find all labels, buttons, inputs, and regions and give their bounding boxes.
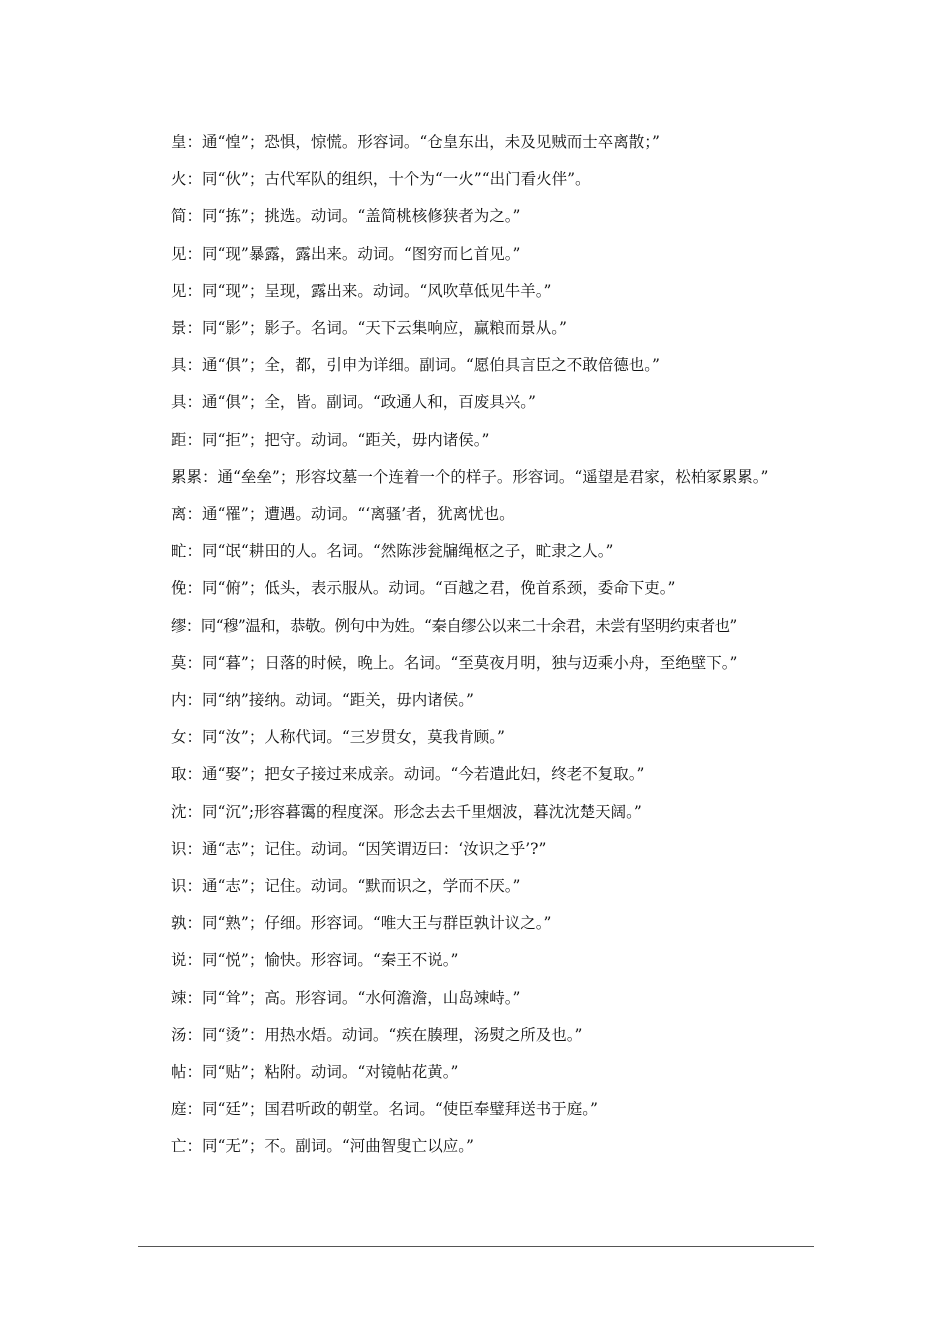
list-item: 具：通“俱”；全，都，引申为详细。副词。“愿伯具言臣之不敢倍德也。” — [171, 356, 660, 375]
list-item: 内：同“纳”接纳。动词。“距关，毋内诸侯。” — [171, 691, 474, 710]
list-item: 缪：同“穆”温和，恭敬。例句中为姓。“秦自缪公以来二十余君，未尝有坚明约束者也” — [171, 616, 737, 635]
footer-divider — [138, 1246, 814, 1247]
list-item: 汤：同“烫”：用热水焐。动词。“疾在腠理，汤熨之所及也。” — [171, 1025, 583, 1044]
list-item: 识：通“志”；记住。动词。“因笑谓迈曰：‘汝识之乎’?” — [171, 839, 547, 858]
list-item: 简：同“拣”；挑选。动词。“盖简桃核修狭者为之。” — [171, 207, 521, 226]
list-item: 累累：通“垒垒”；形容坟墓一个连着一个的样子。形容词。“遥望是君家，松柏冢累累。” — [171, 467, 769, 486]
list-item: 皇：通“惶”；恐惧，惊慌。形容词。“仓皇东出，未及见贼而士卒离散；” — [171, 133, 660, 151]
list-item: 沈：同“沉”;形容暮霭的程度深。形念去去千里烟波，暮沈沈楚天阔。” — [171, 802, 642, 821]
list-item: 火：同“伙”；古代军队的组织，十个为“一火”“出门看火伴”。 — [171, 170, 591, 189]
list-item: 莫：同“暮”；日落的时候，晚上。名词。“至莫夜月明，独与迈乘小舟，至绝壁下。” — [171, 653, 738, 672]
list-item: 说：同“悦”；愉快。形容词。“秦王不说。” — [171, 951, 459, 970]
list-item: 竦：同“耸”；高。形容词。“水何澹澹，山岛竦峙。” — [171, 988, 521, 1007]
list-item: 亡：同“无”；不。副词。“河曲智叟亡以应。” — [171, 1137, 474, 1156]
list-item: 见：同“现”；呈现，露出来。动词。“风吹草低见牛羊。” — [171, 281, 552, 300]
list-item: 具：通“俱”；全，皆。副词。“政通人和，百废具兴。” — [171, 393, 536, 412]
tongjiazi-list — [138, 124, 818, 1166]
list-item: 距：同“拒”；把守。动词。“距关，毋内诸侯。” — [171, 430, 490, 449]
list-item: 庭：同“廷”；国君听政的朝堂。名词。“使臣奉璧拜送书于庭。” — [171, 1100, 598, 1119]
list-item: 俛：同“俯”；低头，表示服从。动词。“百越之君，俛首系颈，委命下吏。” — [171, 579, 676, 598]
list-item: 女：同“汝”；人称代词。“三岁贯女，莫我肯顾。” — [171, 728, 505, 747]
list-item: 识：通“志”；记住。动词。“默而识之，学而不厌。” — [171, 877, 521, 896]
list-item: 离：通“罹”；遭遇。动词。“‘离骚’者，犹离忧也。 — [171, 505, 515, 524]
list-item: 甿：同“氓“耕田的人。名词。“然陈涉瓮牖绳枢之子，甿隶之人。” — [171, 542, 614, 561]
list-item: 帖：同“贴”；粘附。动词。“对镜帖花黄。” — [171, 1063, 459, 1082]
list-item: 孰：同“熟”；仔细。形容词。“唯大王与群臣孰计议之。” — [171, 914, 552, 933]
list-item: 取：通“娶”；把女子接过来成亲。动词。“今若遣此妇，终老不复取。” — [171, 765, 645, 784]
list-item: 见：同“现”暴露，露出来。动词。“图穷而匕首见。” — [171, 244, 521, 263]
list-item: 景：同“影”；影子。名词。“天下云集响应，赢粮而景从。” — [171, 319, 567, 338]
